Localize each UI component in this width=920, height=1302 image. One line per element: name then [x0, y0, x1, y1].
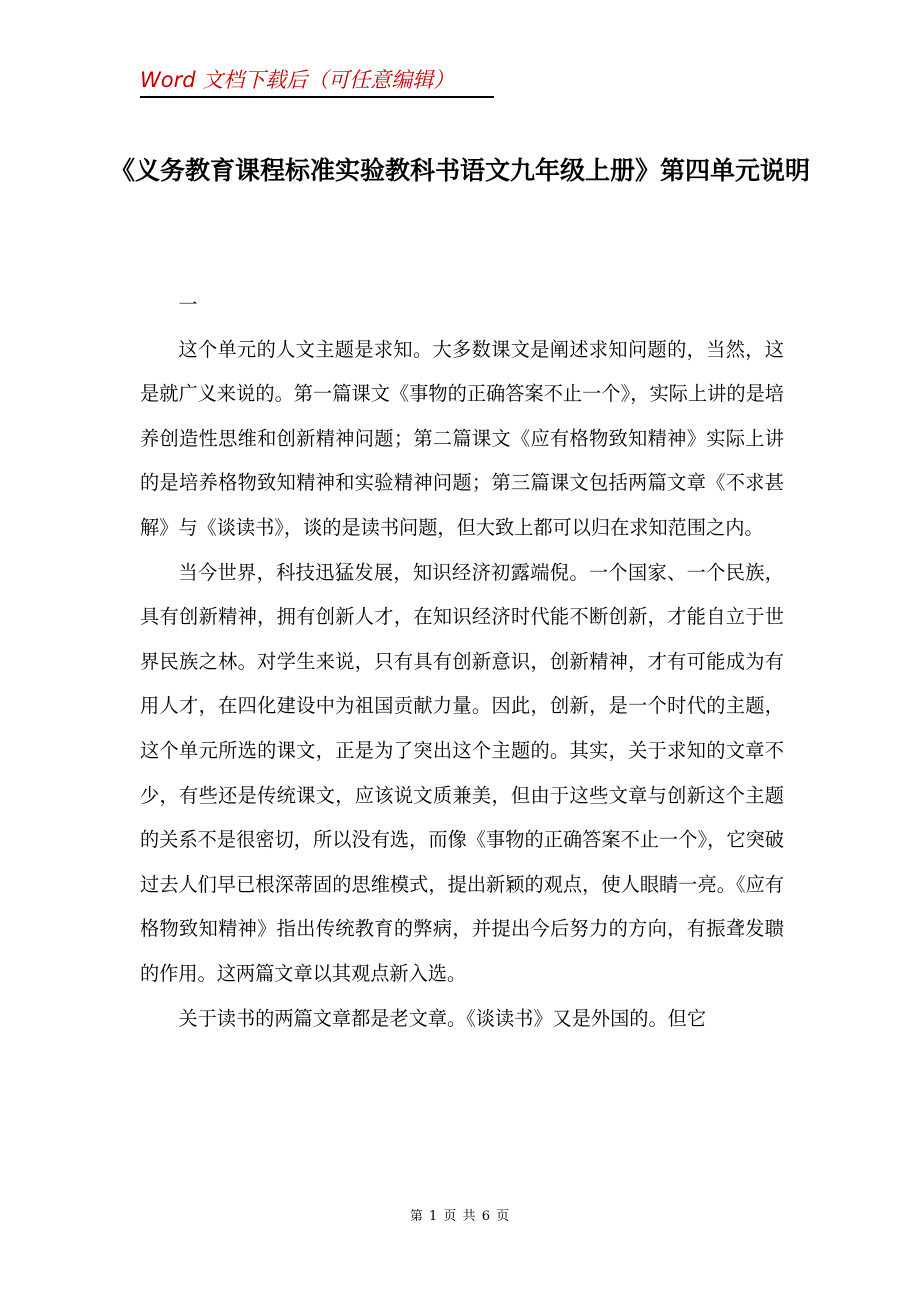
section-number: 一	[178, 293, 198, 316]
document-body	[140, 283, 784, 1041]
paragraph-2: 当今世界，科技迅猛发展，知识经济初露端倪。一个国家、一个民族，具有创新精神，拥有创新人才，在知识经济时代能不断创新，才能自立于世界民族之林。对学生来说，只有具有创新意识，创新精神，才有可能成为有用人才，在四化建设中为祖国贡献力量。因此，创新，是一个时代的主题，这个单元所选的课文，正是为了突出这个主题的。其实，关于求知的文章不少，有些还是传统课文，应该说文质兼美，但由于这些文章与创新这个主题的关系不是很密切，所以没有选，而像《事物的正确答案不止一个》，它突破过去人们早已根深蒂固的思维模式，提出新颖的观点，使人眼睛一亮。《应有格物致知精神》指出传统教育的弊病，并提出今后努力的方向，有振聋发聩的作用。这两篇文章以其观点新入选。	[140, 560, 784, 985]
page-footer: 第 1 页 共 6 页	[409, 1209, 511, 1224]
paragraph-1: 这个单元的人文主题是求知。大多数课文是阐述求知问题的，当然，这是就广义来说的。第一篇课文《事物的正确答案不止一个》，实际上讲的是培养创造性思维和创新精神问题；第二篇课文《应有格物致知精神》实际上讲的是培养格物致知精神和实验精神问题；第三篇课文包括两篇文章《不求甚解》与《谈读书》，谈的是读书问题，但大致上都可以归在求知范围之内。	[140, 337, 784, 539]
paragraph-3: 关于读书的两篇文章都是老文章。《谈读书》又是外国的。但它	[178, 1006, 707, 1030]
header-banner	[140, 66, 494, 98]
header-banner-text: Word 文档下载后（可任意编辑）	[140, 68, 455, 92]
document-title: 《义务教育课程标准实验教科书语文九年级上册》第四单元说明	[110, 156, 811, 185]
